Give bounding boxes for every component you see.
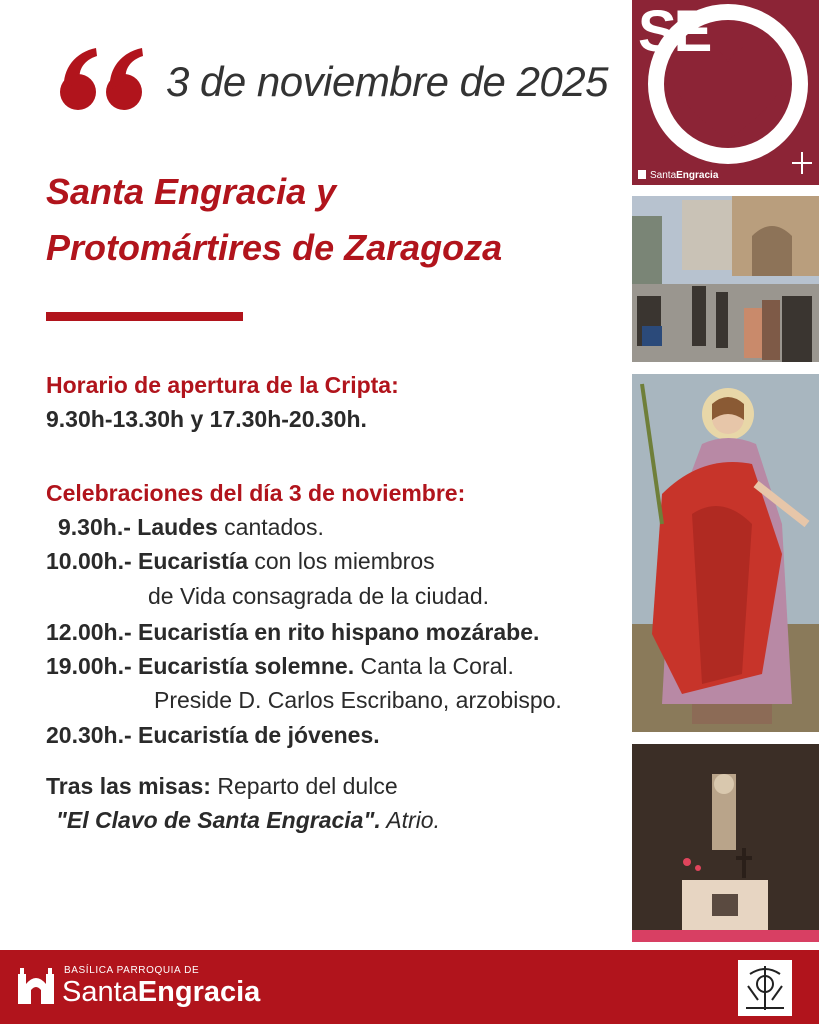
footer-wordmark [62, 976, 260, 1009]
title-divider [46, 312, 243, 321]
quote-icon [56, 34, 156, 124]
badge-wordmark-light: Santa [650, 170, 677, 181]
badge-letters: SE [638, 0, 710, 64]
event-date: 3 de noviembre de 2025 [166, 58, 608, 105]
list-item-continuation [154, 687, 562, 714]
footer-wordmark-light: Santa [62, 976, 138, 1008]
item-time: 20.30h.- [46, 722, 132, 748]
item-title: Eucaristía [138, 548, 248, 574]
item-detail: Canta la Coral. [354, 653, 514, 679]
title-line-2: Protomártires de Zaragoza [46, 227, 503, 268]
after-mass-note [46, 773, 398, 800]
sweet-place: Atrio. [380, 807, 440, 833]
footer-wordmark-bold: Engracia [137, 976, 261, 1008]
item-time: 10.00h.- [46, 548, 132, 574]
after-mass-text: Reparto del dulce [210, 773, 398, 799]
item-title: Eucaristía solemne. [138, 653, 355, 679]
list-item [46, 653, 514, 680]
item-title: Eucaristía en rito hispano mozárabe. [138, 619, 540, 645]
sweet-name: "El Clavo de Santa Engracia". [56, 807, 381, 833]
brand-badge [632, 0, 819, 185]
item-detail: de Vida consagrada de la ciudad. [148, 583, 490, 609]
item-time: 19.00h.- [46, 653, 132, 679]
page-title [46, 164, 502, 276]
item-time: 12.00h.- [46, 619, 132, 645]
list-item [46, 619, 539, 646]
crypt-photo [632, 744, 819, 942]
cross-plus-icon [792, 152, 812, 174]
footer-subtitle: BASÍLICA PARROQUIA DE [64, 965, 200, 976]
title-line-1: Santa Engracia y [46, 171, 337, 212]
after-mass-label: Tras las misas: [46, 773, 211, 799]
item-title: Eucaristía de jóvenes. [138, 722, 380, 748]
sweet-note [56, 807, 440, 834]
basilica-logo-icon [16, 964, 56, 1006]
item-detail: Preside D. Carlos Escribano, arzobispo. [154, 687, 562, 713]
item-detail: cantados. [217, 514, 324, 540]
parish-seal-icon [738, 960, 792, 1016]
badge-wordmark-bold: Engracia [676, 170, 719, 181]
item-time: 9.30h.- [58, 514, 131, 540]
street-photo [632, 196, 819, 362]
list-item [46, 548, 435, 575]
list-item [46, 722, 380, 749]
crypt-hours: 9.30h-13.30h y 17.30h-20.30h. [46, 406, 367, 432]
crypt-heading: Horario de apertura de la Cripta: [46, 372, 399, 398]
item-detail: con los miembros [248, 548, 435, 574]
list-item [58, 514, 324, 541]
item-title: Laudes [137, 514, 218, 540]
saint-engracia-painting [632, 374, 819, 732]
list-item-continuation [148, 583, 489, 610]
celebrations-heading: Celebraciones del día 3 de noviembre: [46, 480, 466, 506]
badge-wordmark [650, 170, 718, 181]
